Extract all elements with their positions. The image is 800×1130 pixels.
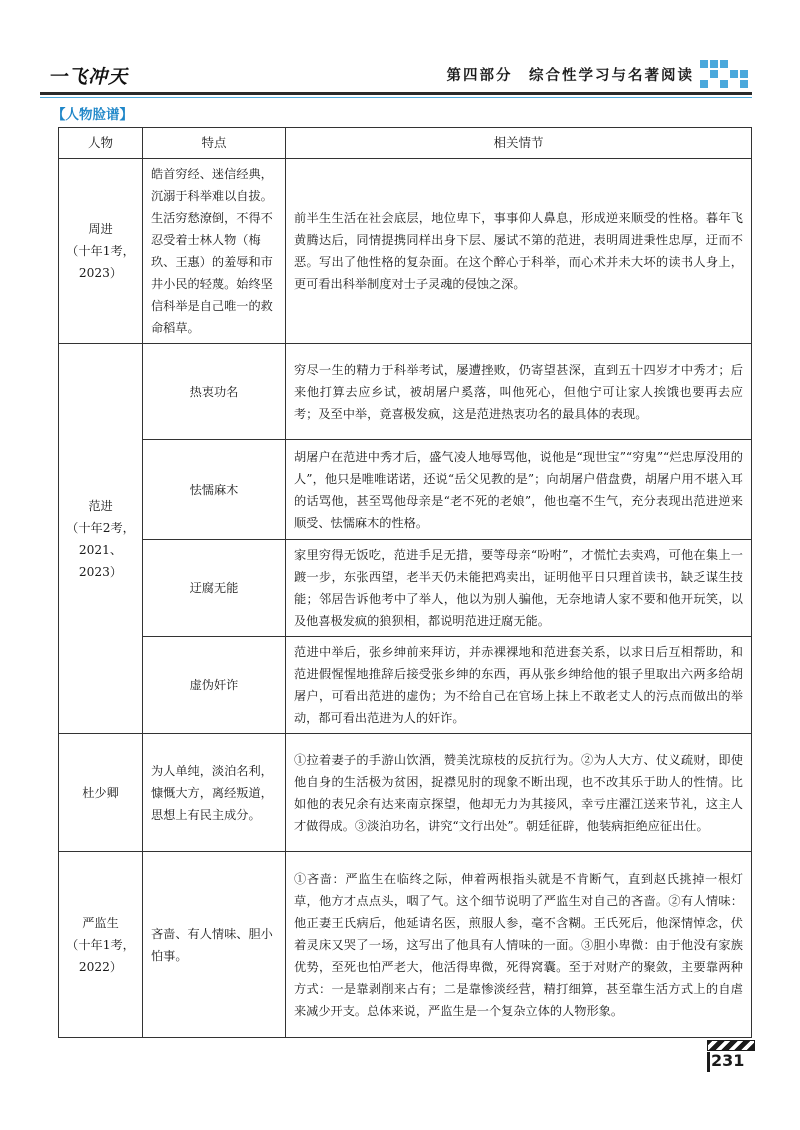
- table-row: [59, 852, 752, 1038]
- column-header: 相关情节: [286, 128, 752, 159]
- character-name: 杜少卿: [82, 785, 119, 800]
- trait-cell: 为人单纯，淡泊名利，慷慨大方，离经叛道，思想上有民主成分。: [143, 734, 286, 852]
- plot-cell: 穷尽一生的精力于科举考试，屡遭挫败，仍寄望甚深，直到五十四岁才中秀才；后来他打算去应乡试，被胡屠户奚落，叫他死心，但他宁可让家人挨饿也要再去应考；及至中举，竟喜极发疯，这是范进热衷功名的最具体的表现。: [286, 344, 752, 440]
- page-number-stripe: [707, 1040, 755, 1051]
- character-name-cell: [59, 734, 143, 852]
- plot-cell: 前半生生活在社会底层，地位卑下，事事仰人鼻息，形成逆来顺受的性格。暮年飞黄腾达后，同情提携同样出身下层、屡试不第的范进，表明周进秉性忠厚，迂而不恶。写出了他性格的复杂面。在这个醉心于科举，而心术并未大坏的读书人身上，更可看出科举制度对士子灵魂的侵蚀之深。: [286, 159, 752, 344]
- character-name: 范进: [88, 498, 113, 513]
- trait-cell: 热衷功名: [143, 344, 286, 440]
- exam-frequency: （十年1考，2022）: [66, 937, 135, 974]
- character-table: [58, 127, 752, 1038]
- section-label: 【人物脸谱】: [52, 107, 133, 123]
- brand-logo: 一飞冲天: [48, 66, 129, 88]
- plot-cell: 家里穷得无饭吃，范进手足无措，要等母亲“吩咐”，才慌忙去卖鸡，可他在集上一踱一步，东张西望，老半天仍未能把鸡卖出，证明他平日只理首读书，缺乏谋生技能；邻居告诉他考中了举人，他以为别人骗他，无奈地请人家不要和他开玩笑，以及他喜极发疯的狼狈相，都说明范进迂腐无能。: [286, 540, 752, 637]
- page-number-bar: [707, 1052, 710, 1072]
- table-header-row: [59, 128, 752, 159]
- trait-cell: 怯懦麻木: [143, 440, 286, 540]
- trait-cell: 皓首穷经、迷信经典，沉溺于科举难以自拔。生活穷愁潦倒，不得不忍受着士林人物（梅玖、王惠）的羞辱和市井小民的轻蔑。始终坚信科举是自己唯一的救命稻草。: [143, 159, 286, 344]
- table-row: [59, 344, 752, 440]
- page-header: [40, 58, 752, 100]
- trait-cell: 吝啬、有人情味、胆小怕事。: [143, 852, 286, 1038]
- table-row: [59, 159, 752, 344]
- plot-cell: 胡屠户在范进中秀才后，盛气凌人地辱骂他，说他是“现世宝”“穷鬼”“烂忠厚没用的人”，他只是唯唯诺诺，还说“岳父见教的是”；向胡屠户借盘费，胡屠户用不堪入耳的话骂他，甚至骂他母亲是“老不死的老娘”，他也毫不生气，充分表现出范进逆来顺受、怯懦麻木的性格。: [286, 440, 752, 540]
- plot-cell: ①拉着妻子的手游山饮酒，赞美沈琼枝的反抗行为。②为人大方、仗义疏财，即使他自身的生活极为贫困，捉襟见肘的现象不断出现，也不改其乐于助人的性情。比如他的表兄余有达来南京探望，他却无力为其接风，幸亏庄濯江送来节礼，这主人才做得成。③淡泊功名，讲究“文行出处”。朝廷征辟，他装病拒绝应征出仕。: [286, 734, 752, 852]
- character-name-cell: [59, 852, 143, 1038]
- exam-frequency: （十年1考，2023）: [66, 244, 135, 280]
- header-rule-accent: [40, 97, 752, 98]
- column-header: 特点: [143, 128, 286, 159]
- page-number: 231: [711, 1051, 745, 1070]
- header-title: 第四部分 综合性学习与名著阅读: [446, 67, 694, 84]
- decorative-squares: [700, 60, 752, 92]
- table-row: [59, 734, 752, 852]
- character-name: 周进: [88, 222, 113, 236]
- column-header: 人物: [59, 128, 143, 159]
- character-name: 严监生: [82, 915, 119, 930]
- table-row: [59, 440, 752, 540]
- character-name-cell: [59, 344, 143, 734]
- page-number-badge: [707, 1040, 755, 1074]
- plot-cell: 范进中举后，张乡绅前来拜访，并赤裸裸地和范进套关系，以求日后互相帮助，和范进假惺惺地推辞后接受张乡绅的东西，再从张乡绅给他的银子里取出六两多给胡屠户，可看出范进的虚伪；为不给自己在官场上抹上不敢老丈人的污点而做出的举动，都可看出范进为人的奸诈。: [286, 637, 752, 734]
- trait-cell: 迂腐无能: [143, 540, 286, 637]
- exam-frequency: （十年2考，2021、2023）: [66, 520, 135, 579]
- character-name-cell: [59, 159, 143, 344]
- header-rule: [40, 92, 752, 95]
- table-row: [59, 540, 752, 637]
- trait-cell: 虚伪奸诈: [143, 637, 286, 734]
- plot-cell: ①吝啬：严监生在临终之际，伸着两根指头就是不肯断气，直到赵氏挑掉一根灯草，他方才点点头，咽了气。这个细节说明了严监生对自己的吝啬。②有人情味：他正妻王氏病后，他延请名医，煎服人参，毫不含糊。王氏死后，他深情悼念，伏着灵床又哭了一场，这写出了他具有人情味的一面。③胆小卑微：由于他没有家族优势，至死也怕严老大，他活得卑微，死得窝囊。至于对财产的聚敛，主要靠两种方式：一是靠剥削来占有；二是靠惨淡经营，精打细算，甚至靠生活方式上的自虐来减少开支。总体来说，严监生是一个复杂立体的人物形象。: [286, 852, 752, 1038]
- table-row: [59, 637, 752, 734]
